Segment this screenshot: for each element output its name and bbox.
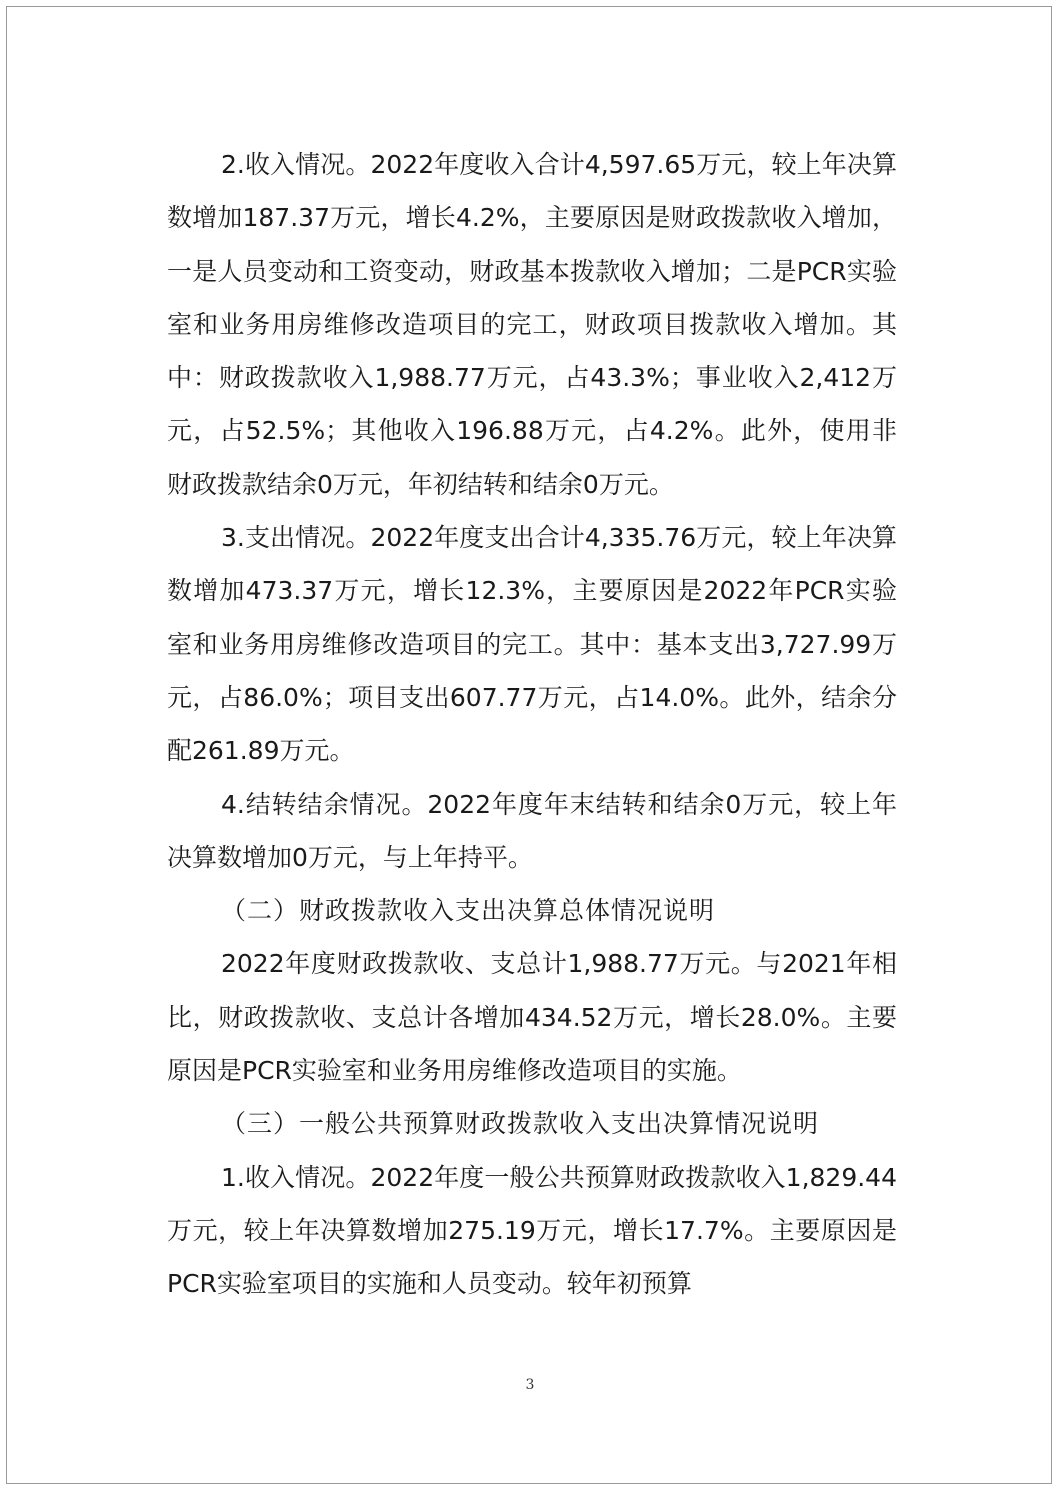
- paragraph-carryover-situation: 4.结转结余情况。2022年度年末结转和结余0万元，较上年决算数增加0万元，与上年持平。: [167, 789, 897, 872]
- section-heading-fiscal-overall: （二）财政拨款收入支出决算总体情况说明: [221, 896, 716, 926]
- paragraph-general-budget-income: 1.收入情况。2022年度一般公共预算财政拨款收入1,829.44万元，较上年决算数增加275.19万元，增长17.7%。主要原因是PCR实验室项目的实施和人员变动。较年初预算: [167, 1162, 897, 1299]
- paragraph-fiscal-total: 2022年度财政拨款收、支总计1,988.77万元。与2021年相比，财政拨款收、支总计各增加434.52万元，增长28.0%。主要原因是PCR实验室和业务用房维修改造项目的实施。: [167, 949, 897, 1086]
- document-body: [167, 138, 897, 1311]
- paragraph-expenditure-situation: 3.支出情况。2022年度支出合计4,335.76万元，较上年决算数增加473.37万元，增长12.3%，主要原因是2022年PCR实验室和业务用房维修改造项目的完工。其中：基本支出3,727.99万元，占86.0%；项目支出607.77万元，占14.0%。此外，结余分配261.89万元。: [167, 523, 897, 766]
- paragraph-income-situation: 2.收入情况。2022年度收入合计4,597.65万元，较上年决算数增加187.37万元，增长4.2%，主要原因是财政拨款收入增加，一是人员变动和工资变动，财政基本拨款收入增加；二是PCR实验室和业务用房维修改造项目的完工，财政项目拨款收入增加。其中：财政拨款收入1,988.77万元，占43.3%；事业收入2,412万元，占52.5%；其他收入196.88万元，占4.2%。此外，使用非财政拨款结余0万元，年初结转和结余0万元。: [167, 150, 897, 499]
- section-heading-general-budget: （三）一般公共预算财政拨款收入支出决算情况说明: [221, 1109, 820, 1139]
- page-number: 3: [525, 1377, 535, 1393]
